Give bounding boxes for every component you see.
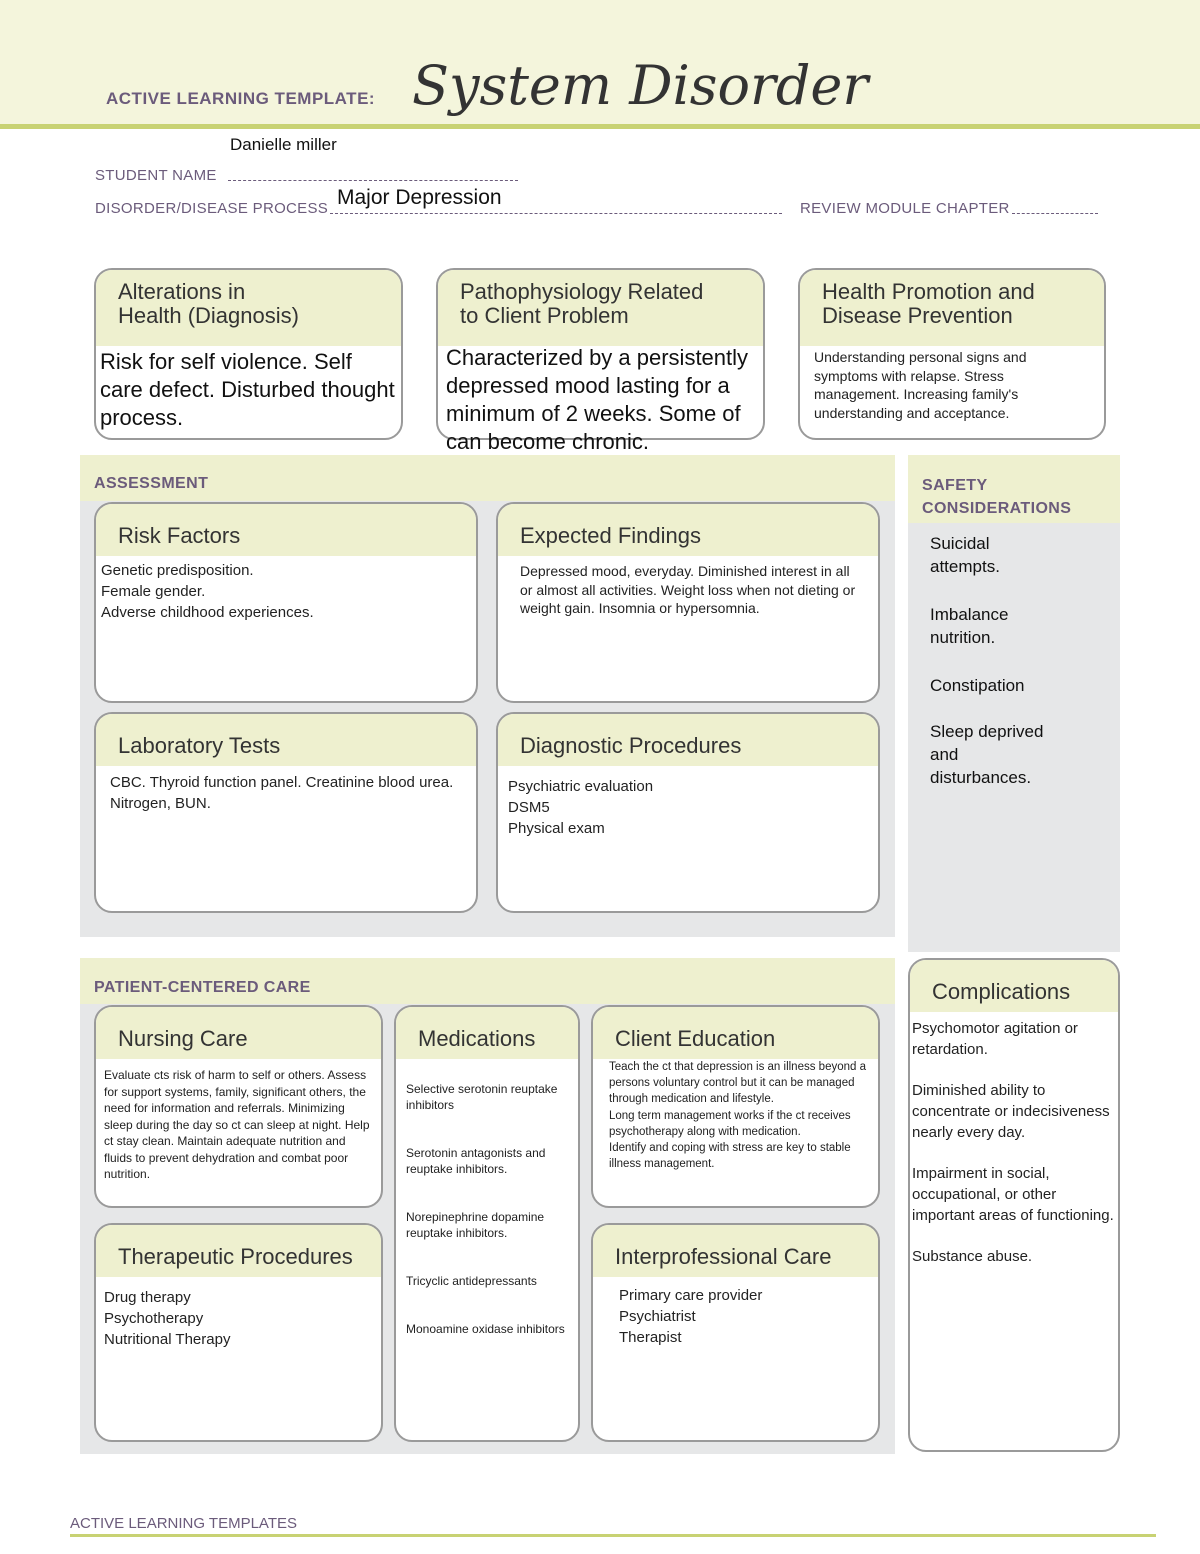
medication-item[interactable]: Monoamine oxidase inhibitors [406,1322,565,1336]
footer-label: ACTIVE LEARNING TEMPLATES [70,1515,297,1532]
laboratory-tests-text[interactable]: CBC. Thyroid function panel. Creatinine blood urea. Nitrogen, BUN. [110,774,454,812]
safety-panel [908,455,1120,952]
header-divider [0,124,1200,129]
risk-factors-title: Risk Factors [96,504,476,556]
safety-label: SAFETY CONSIDERATIONS [922,477,1072,517]
complication-item[interactable]: Impairment in social, occupational, or other important areas of functioning. [912,1165,1114,1224]
nursing-care-box [94,1005,383,1208]
footer-divider [70,1534,1156,1537]
client-education-box [591,1005,880,1208]
alterations-title: Alterations in Health (Diagnosis) [96,270,401,346]
complications-box [908,958,1120,1452]
medications-box [394,1005,580,1442]
medication-item[interactable]: Norepinephrine dopamine reuptake inhibitors. [406,1210,545,1240]
disorder-label: DISORDER/DISEASE PROCESS [95,200,329,217]
risk-factors-text[interactable]: Genetic predisposition. Female gender. Adverse childhood experiences. [101,562,314,621]
student-name-label: STUDENT NAME [95,167,217,184]
medication-item[interactable]: Selective serotonin reuptake inhibitors [406,1082,558,1112]
diagnostic-procedures-title: Diagnostic Procedures [498,714,878,766]
interprofessional-care-title: Interprofessional Care [593,1225,878,1277]
assessment-label: ASSESSMENT [94,475,209,492]
safety-item[interactable]: Imbalance nutrition. [930,605,1009,647]
nursing-care-text[interactable]: Evaluate cts risk of harm to self or others. Assess for support systems, family, significant others, the need for information and referrals. Minimizing sleep during the day so ct can sleep at night. Help ct stay clean. Maintain adequate nutrition and fluids to prevent dehydration and combat poor nutrition. [104,1068,370,1181]
alterations-text[interactable]: Risk for self violence. Self care defect. Disturbed thought process. [100,349,395,430]
disorder-value[interactable]: Major Depression [337,186,502,209]
pathophysiology-text-overlay: Characterized by a persistently depressed mood lasting for a minimum of 2 weeks. Some of can become chronic. [446,345,749,454]
pathophysiology-title: Pathophysiology Related to Client Problem [438,270,763,346]
health-promotion-text[interactable]: Understanding personal signs and symptoms with relapse. Stress management. Increasing family's understanding and acceptance. [814,349,1027,421]
therapeutic-procedures-text[interactable]: Drug therapy Psychotherapy Nutritional Therapy [104,1289,231,1348]
health-promotion-box [798,268,1106,440]
student-name-value[interactable]: Danielle miller [230,135,337,154]
template-prefix: ACTIVE LEARNING TEMPLATE: [106,89,376,108]
expected-findings-text[interactable]: Depressed mood, everyday. Diminished interest in all or almost all activities. Weight loss when not dieting or weight gain. Insomnia or hypersomnia. [520,563,856,616]
health-promotion-title: Health Promotion and Disease Prevention [800,270,1104,346]
complication-item[interactable]: Substance abuse. [912,1248,1033,1265]
medications-list [396,1059,578,1359]
expected-findings-title: Expected Findings [498,504,878,556]
patient-care-label: PATIENT-CENTERED CARE [94,979,311,996]
laboratory-tests-box [94,712,478,913]
medication-item[interactable]: Tricyclic antidepressants [406,1274,537,1288]
pathophysiology-box [436,268,765,440]
expected-findings-box [496,502,880,703]
safety-item[interactable]: Sleep deprived and disturbances. [930,722,1044,787]
interprofessional-care-text[interactable]: Primary care provider Psychiatrist Therapist [619,1287,763,1346]
safety-item[interactable]: Constipation [930,676,1025,695]
therapeutic-procedures-title: Therapeutic Procedures [96,1225,381,1277]
medication-item[interactable]: Serotonin antagonists and reuptake inhibitors. [406,1146,546,1176]
risk-factors-box [94,502,478,703]
chapter-line[interactable] [1012,213,1098,214]
chapter-label: REVIEW MODULE CHAPTER [800,200,1010,217]
laboratory-tests-title: Laboratory Tests [96,714,476,766]
safety-item[interactable]: Suicidal attempts. [930,534,1000,576]
disorder-line [330,213,782,214]
diagnostic-procedures-text[interactable]: Psychiatric evaluation DSM5 Physical exam [508,778,654,837]
complication-item[interactable]: Diminished ability to concentrate or indecisiveness nearly every day. [912,1082,1110,1141]
client-education-title: Client Education [593,1007,878,1059]
page-title: System Disorder [412,54,869,117]
client-education-text[interactable]: Teach the ct that depression is an illness beyond a persons voluntary control but it can be managed through medication and lifestyle. Long term management works if the ct receives psychotherapy along with medication. Identify and coping with stress are key to stable illness management. [609,1061,866,1171]
complications-title: Complications [910,960,1118,1012]
interprofessional-care-box [591,1223,880,1442]
student-name-line [228,180,518,181]
complication-item[interactable]: Psychomotor agitation or retardation. [912,1020,1078,1058]
medications-title: Medications [396,1007,578,1059]
therapeutic-procedures-box [94,1223,383,1442]
nursing-care-title: Nursing Care [96,1007,381,1059]
diagnostic-procedures-box [496,712,880,913]
complications-list [910,1012,1118,1273]
